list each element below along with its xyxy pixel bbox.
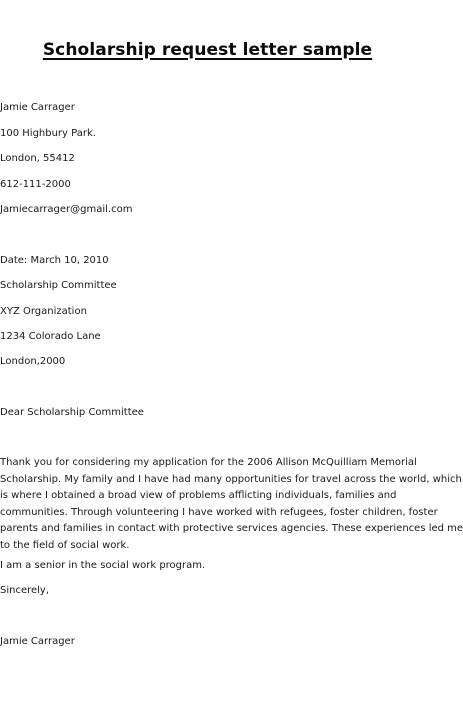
closing: Sincerely, — [0, 585, 50, 596]
body-line: Thank you for considering my application for the 2006 Allison McQuilliam Memorial — [0, 457, 417, 468]
letter-date: Date: March 10, 2010 — [0, 255, 109, 266]
recipient-organization: XYZ Organization — [0, 306, 87, 317]
body-line: communities. Through volunteering I have worked with refugees, foster children, foster — [0, 506, 438, 518]
sender-email: Jamiecarrager@gmail.com — [0, 204, 133, 215]
page-title: Scholarship request letter sample — [42, 40, 373, 60]
body-line: Scholarship. My family and I have had many opportunities for travel across the world, which — [0, 473, 462, 485]
senior-statement: I am a senior in the social work program. — [0, 560, 206, 571]
body-line: to the field of social work. — [0, 539, 130, 551]
recipient-committee: Scholarship Committee — [0, 280, 117, 291]
recipient-city: London,2000 — [0, 356, 66, 367]
sender-city: London, 55412 — [0, 153, 75, 164]
body-paragraph — [0, 455, 463, 554]
salutation: Dear Scholarship Committee — [0, 407, 144, 418]
sender-phone: 612-111-2000 — [0, 179, 71, 190]
body-line: is where I obtained a broad view of problems afflicting individuals, families and — [0, 490, 397, 501]
body-line: parents and families in contact with protective services agencies. These experiences led me — [0, 523, 463, 534]
sender-name: Jamie Carrager — [0, 102, 75, 113]
recipient-street: 1234 Colorado Lane — [0, 331, 101, 342]
signature-name: Jamie Carrager — [0, 636, 75, 647]
sender-street: 100 Highbury Park. — [0, 128, 96, 139]
